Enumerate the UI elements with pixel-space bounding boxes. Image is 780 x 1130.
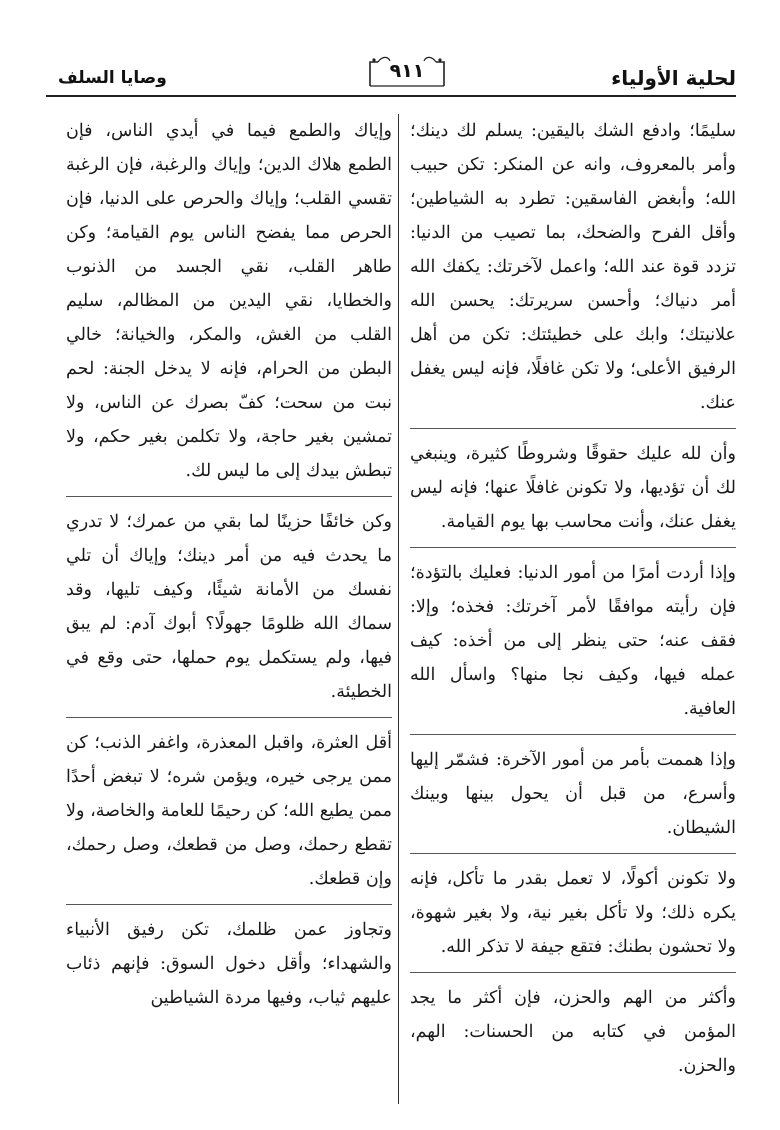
paragraph: ولا تكونن أكولًا، لا تعمل بقدر ما تأكل، فإنه يكره ذلك؛ ولا تأكل بغير نية، ولا بغير شهوة، ولا تحشون بطنك: فتقع جيفة لا تذكر الله.: [410, 862, 736, 973]
left-column: [66, 114, 392, 1031]
page-number: ٩١١: [389, 60, 425, 82]
paragraph: وتجاوز عمن ظلمك، تكن رفيق الأنبياء والشهداء؛ وأقل دخول السوق: فإنهم ذئاب عليهم ثياب، وفيها مردة الشياطين: [66, 920, 392, 1008]
paragraph: وإذا أردت أمرًا من أمور الدنيا: فعليك بالتؤدة؛ فإن رأيته موافقًا لأمر آخرتك: فخذه؛ وإلا: فقف عنه؛ حتى ينظر إلى من أخذه: كيف عمله فيها، وكيف نجا منها؟ واسأل الله العافية.: [410, 556, 736, 735]
paragraph: وإذا هممت بأمر من أمور الآخرة: فشمّر إليها وأسرع، من قبل أن يحول بينها وبينك الشيطان.: [410, 743, 736, 854]
section-title: وصايا السلف: [58, 68, 167, 88]
page-number-frame: [368, 56, 446, 90]
page-header: [46, 56, 736, 96]
paragraph: سليمًا؛ وادفع الشك باليقين: يسلم لك دينك؛ وأمر بالمعروف، وانه عن المنكر: تكن حبيب الله؛ وأبغض الفاسقين: تطرد به الشياطين؛ وأقل الفرح والضحك، بما تصيب من الدنيا: تزدد قوة عند الله؛ واعمل لآخرتك: يكفك الله أمر دنياك؛ وأحسن سريرتك: يحسن الله علانيتك؛ وابك على خطيئتك: تكن من أهل الرفيق الأعلى؛ ولا تكن غافلًا، فإنه ليس يغفل عنك.: [410, 114, 736, 429]
book-title: لحلية الأولياء: [611, 66, 736, 90]
header-rule: [46, 95, 736, 97]
paragraph: وكن خائفًا حزينًا لما بقي من عمرك؛ لا تدري ما يحدث فيه من أمر دينك؛ وإياك أن تلي نفسك من الأمانة شيئًا، وكيف تليها، وقد سماك الله ظلومًا جهولًا؟ أبوك آدم: لم يبق فيها، ولم يستكمل يوم حملها، حتى وقع في الخطيئة.: [66, 505, 392, 718]
paragraph: وإياك والطمع فيما في أيدي الناس، فإن الطمع هلاك الدين؛ وإياك والرغبة، فإن الرغبة تقسي القلب؛ وإياك والحرص على الدنيا، فإن الحرص مما يفضح الناس يوم القيامة؛ وكن طاهر القلب، نقي الجسد من الذنوب والخطايا، نقي اليدين من المظالم، سليم القلب من الغش، والمكر، والخيانة؛ خالي البطن من الحرام، فإنه لا يدخل الجنة: لحم نبت من سحت؛ كفّ بصرك عن الناس، ولا تمشين بغير حاجة، ولا تكلمن بغير حكم، ولا تبطش بيدك إلى ما ليس لك.: [66, 114, 392, 497]
right-column: [410, 114, 736, 1099]
paragraph: أقل العثرة، واقبل المعذرة، واغفر الذنب؛ كن ممن يرجى خيره، ويؤمن شره؛ لا تبغض أحدًا ممن يطيع الله؛ كن رحيمًا للعامة والخاصة، ولا تقطع رحمك، وصل من قطعك، وصل رحمك، وإن قطعك.: [66, 726, 392, 905]
paragraph: وأكثر من الهم والحزن، فإن أكثر ما يجد المؤمن في كتابه من الحسنات: الهم، والحزن.: [410, 988, 736, 1076]
paragraph: وأن لله عليك حقوقًا وشروطًا كثيرة، وينبغي لك أن تؤديها، ولا تكونن غافلًا عنها؛ فإنه ليس يغفل عنك، وأنت محاسب بها يوم القيامة.: [410, 437, 736, 548]
column-divider: [398, 114, 399, 1104]
